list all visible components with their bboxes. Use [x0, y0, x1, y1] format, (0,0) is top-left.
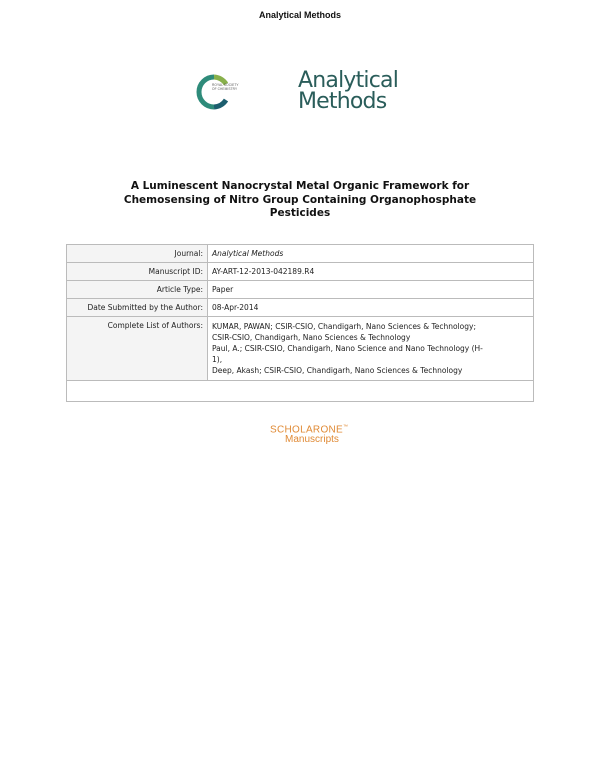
trademark-symbol: ™	[343, 424, 349, 430]
journal-value: Analytical Methods	[208, 245, 534, 263]
journal-logo-line2: Methods	[298, 89, 387, 114]
table-row	[67, 299, 534, 317]
scholarone-logo	[270, 424, 390, 445]
scholarone-sub: Manuscripts	[285, 434, 339, 446]
article-type-label: Article Type:	[67, 281, 208, 299]
table-row	[67, 245, 534, 263]
author-line: Paul, A.; CSIR-CSIO, Chandigarh, Nano Science and Nano Technology (H-	[212, 344, 483, 353]
table-row-empty	[67, 381, 534, 402]
author-line: CSIR-CSIO, Chandigarh, Nano Sciences & Technology	[212, 333, 411, 342]
manuscript-id-value: AY-ART-12-2013-042189.R4	[208, 263, 534, 281]
date-submitted-label: Date Submitted by the Author:	[67, 299, 208, 317]
scholarone-brand-text: SCHOLARONE	[270, 424, 344, 436]
empty-cell	[67, 381, 534, 402]
journal-label: Journal:	[67, 245, 208, 263]
running-header: Analytical Methods	[258, 10, 341, 20]
authors-value	[208, 317, 534, 381]
rsc-logo-text: ROYAL SOCIETY OF CHEMISTRY	[212, 83, 239, 91]
table-row	[67, 281, 534, 299]
manuscript-info-table	[66, 244, 534, 402]
manuscript-id-label: Manuscript ID:	[67, 263, 208, 281]
paper-title: A Luminescent Nanocrystal Metal Organic Framework for Chemosensing of Nitro Group Containing Organophosphate Pesticides	[123, 180, 477, 219]
table-row	[67, 317, 534, 381]
author-line: Deep, Akash; CSIR-CSIO, Chandigarh, Nano Sciences & Technology	[212, 366, 463, 375]
rsc-logo-icon	[196, 74, 248, 110]
authors-label: Complete List of Authors:	[67, 317, 208, 381]
article-type-value: Paper	[208, 281, 534, 299]
author-line: KUMAR, PAWAN; CSIR-CSIO, Chandigarh, Nano Sciences & Technology;	[212, 322, 476, 331]
table-row	[67, 263, 534, 281]
journal-logo	[298, 70, 418, 112]
date-submitted-value: 08-Apr-2014	[208, 299, 534, 317]
author-line: 1),	[212, 355, 223, 364]
journal-logo-line1: Analytical	[298, 68, 399, 93]
